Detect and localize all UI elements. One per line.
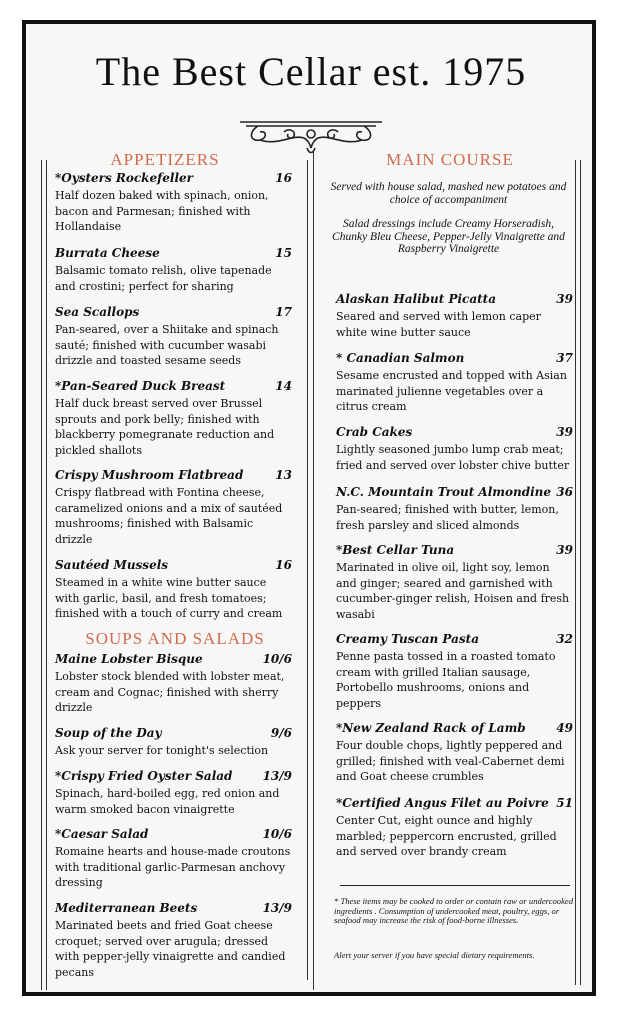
menu-item [336,292,573,340]
menu-item-price: 32 [556,632,573,646]
menu-item-name: *Certified Angus Filet au Poivre [336,796,549,810]
menu-item-price: 14 [275,379,292,393]
left-rule-1 [41,160,42,990]
menu-item-name: *New Zealand Rack of Lamb [336,721,526,735]
menu-item-name: Crispy Mushroom Flatbread [55,468,244,482]
menu-item-description: Half dozen baked with spinach, onion, bacon and Parmesan; finished with Hollandaise [55,189,269,233]
salad-dressings: Salad dressings include Creamy Horseradish, Chunky Bleu Cheese, Pepper-Jelly Vinaigrette and Raspberry Vinaigrette [332,218,565,255]
menu-item-name: Maine Lobster Bisque [55,652,203,666]
menu-item [336,632,573,711]
main-course-heading: MAIN COURSE [386,150,514,169]
menu-item [55,827,292,891]
menu-item-price: 10/6 [262,652,292,666]
menu-item [336,351,573,415]
center-rule-2 [313,150,314,990]
scroll-ornament-icon [238,118,384,158]
menu-item-description: Spinach, hard-boiled egg, red onion and warm smoked bacon vinaigrette [55,787,280,816]
menu-item-description: Seared and served with lemon caper white wine butter sauce [336,310,541,339]
menu-item-description: Lightly seasoned jumbo lump crab meat; fried and served over lobster chive butter [336,443,570,472]
menu-item-description: Penne pasta tossed in a roasted tomato cream with grilled Italian sausage, Portobello mushrooms, onions and peppers [336,650,556,710]
menu-item-price: 9/6 [270,726,292,740]
menu-item-description: Steamed in a white wine butter sauce with garlic, basil, and fresh tomatoes; finished with a touch of curry and cream [55,576,283,620]
menu-item-description: Pan-seared; finished with butter, lemon, fresh parsley and sliced almonds [336,503,559,532]
menu-item-price: 13/9 [262,769,292,783]
menu-item [336,425,573,473]
right-rule-1 [575,160,576,985]
menu-item-description: Center Cut, eight ounce and highly marbled; peppercorn encrusted, grilled and served over brandy cream [336,814,557,858]
right-rule-2 [580,160,581,985]
menu-item-name: Sautéed Mussels [55,558,169,572]
menu-item-name: N.C. Mountain Trout Almondine [336,485,552,499]
menu-item-name: * Canadian Salmon [336,351,465,365]
appetizers-heading: APPETIZERS [110,150,220,169]
menu-item-name: Soup of the Day [55,726,162,740]
menu-item-description: Marinated beets and fried Goat cheese croquet; served over arugula; dressed with pepper-jelly vinaigrette and candied pecans [55,919,286,979]
menu-item-price: 36 [556,485,573,499]
menu-item-description: Sesame encrusted and topped with Asian marinated julienne vegetables over a citrus cream [336,369,567,413]
menu-item-description: Ask your server for tonight's selection [55,744,269,757]
menu-item-name: *Crispy Fried Oyster Salad [55,769,233,783]
footnote-divider [340,885,570,886]
menu-item [55,171,292,235]
restaurant-title: The Best Cellar est. 1975 [95,49,527,94]
menu-item-name: *Oysters Rockefeller [55,171,193,185]
menu-item-price: 16 [275,558,292,572]
menu-item [336,796,573,860]
menu-item [55,769,292,817]
menu-item-name: Crab Cakes [336,425,413,439]
menu-item-price: 16 [275,171,292,185]
menu-item-price: 39 [556,425,573,439]
menu-item-description: Half duck breast served over Brussel sprouts and pork belly; finished with blackberry pomegranate reduction and pickled shallots [55,397,275,457]
menu-item-name: Creamy Tuscan Pasta [336,632,479,646]
menu-item [336,543,573,622]
menu-item-description: Four double chops, lightly peppered and grilled; finished with veal-Cabernet demi and Goat cheese crumbles [336,739,565,783]
menu-item-price: 17 [275,305,292,319]
raw-food-warning: * These items may be cooked to order or contain raw or undercooked ingredients . Consumption of undercooked meat, poultry, eggs, or seafood may increase the risk of food-borne illnesses. [334,896,573,925]
menu-item [55,558,292,622]
left-rule-2 [46,160,47,990]
menu-item-price: 49 [556,721,573,735]
menu-item [55,652,292,716]
menu-item-price: 13/9 [262,901,292,915]
main-intro: Served with house salad, mashed new potatoes and choice of accompaniment [330,181,567,206]
menu-item-description: Pan-seared, over a Shiitake and spinach sauté; finished with cucumber wasabi drizzle and toasted sesame seeds [55,323,279,367]
menu-item [55,726,292,759]
allergy-note: Alert your server if you have special dietary requirements. [334,950,535,960]
menu-item [55,379,292,458]
menu-item-name: Burrata Cheese [55,246,160,260]
menu-item [55,246,292,294]
menu-item-price: 39 [556,543,573,557]
menu-item-price: 51 [556,796,573,810]
menu-item [336,485,573,533]
menu-item-name: Sea Scallops [55,305,140,319]
menu-item [55,305,292,369]
menu-item-description: Lobster stock blended with lobster meat, cream and Cognac; finished with sherry drizzle [55,670,285,714]
menu-item [55,468,292,547]
menu-item-price: 37 [556,351,573,365]
menu-item-name: *Pan-Seared Duck Breast [55,379,226,393]
menu-item-description: Marinated in olive oil, light soy, lemon and ginger; seared and garnished with cucumber-ginger relish, Hoisen and fresh wasabi [336,561,570,621]
menu-item [336,721,573,785]
menu-item-description: Balsamic tomato relish, olive tapenade and crostini; perfect for sharing [55,264,272,293]
soups-heading: SOUPS AND SALADS [85,629,265,648]
menu-item-price: 13 [275,468,292,482]
menu-item [55,901,292,980]
menu-item-price: 39 [556,292,573,306]
menu-item-name: *Caesar Salad [55,827,149,841]
center-rule-1 [307,160,308,980]
menu-item-name: Alaskan Halibut Picatta [336,292,496,306]
menu-item-price: 15 [275,246,292,260]
menu-item-name: Mediterranean Beets [55,901,198,915]
menu-item-price: 10/6 [262,827,292,841]
menu-item-name: *Best Cellar Tuna [336,543,455,557]
menu-item-description: Romaine hearts and house-made croutons with traditional garlic-Parmesan anchovy dressing [55,845,291,889]
menu-item-description: Crispy flatbread with Fontina cheese, caramelized onions and a mix of sautéed mushrooms; finished with Balsamic drizzle [55,486,283,546]
